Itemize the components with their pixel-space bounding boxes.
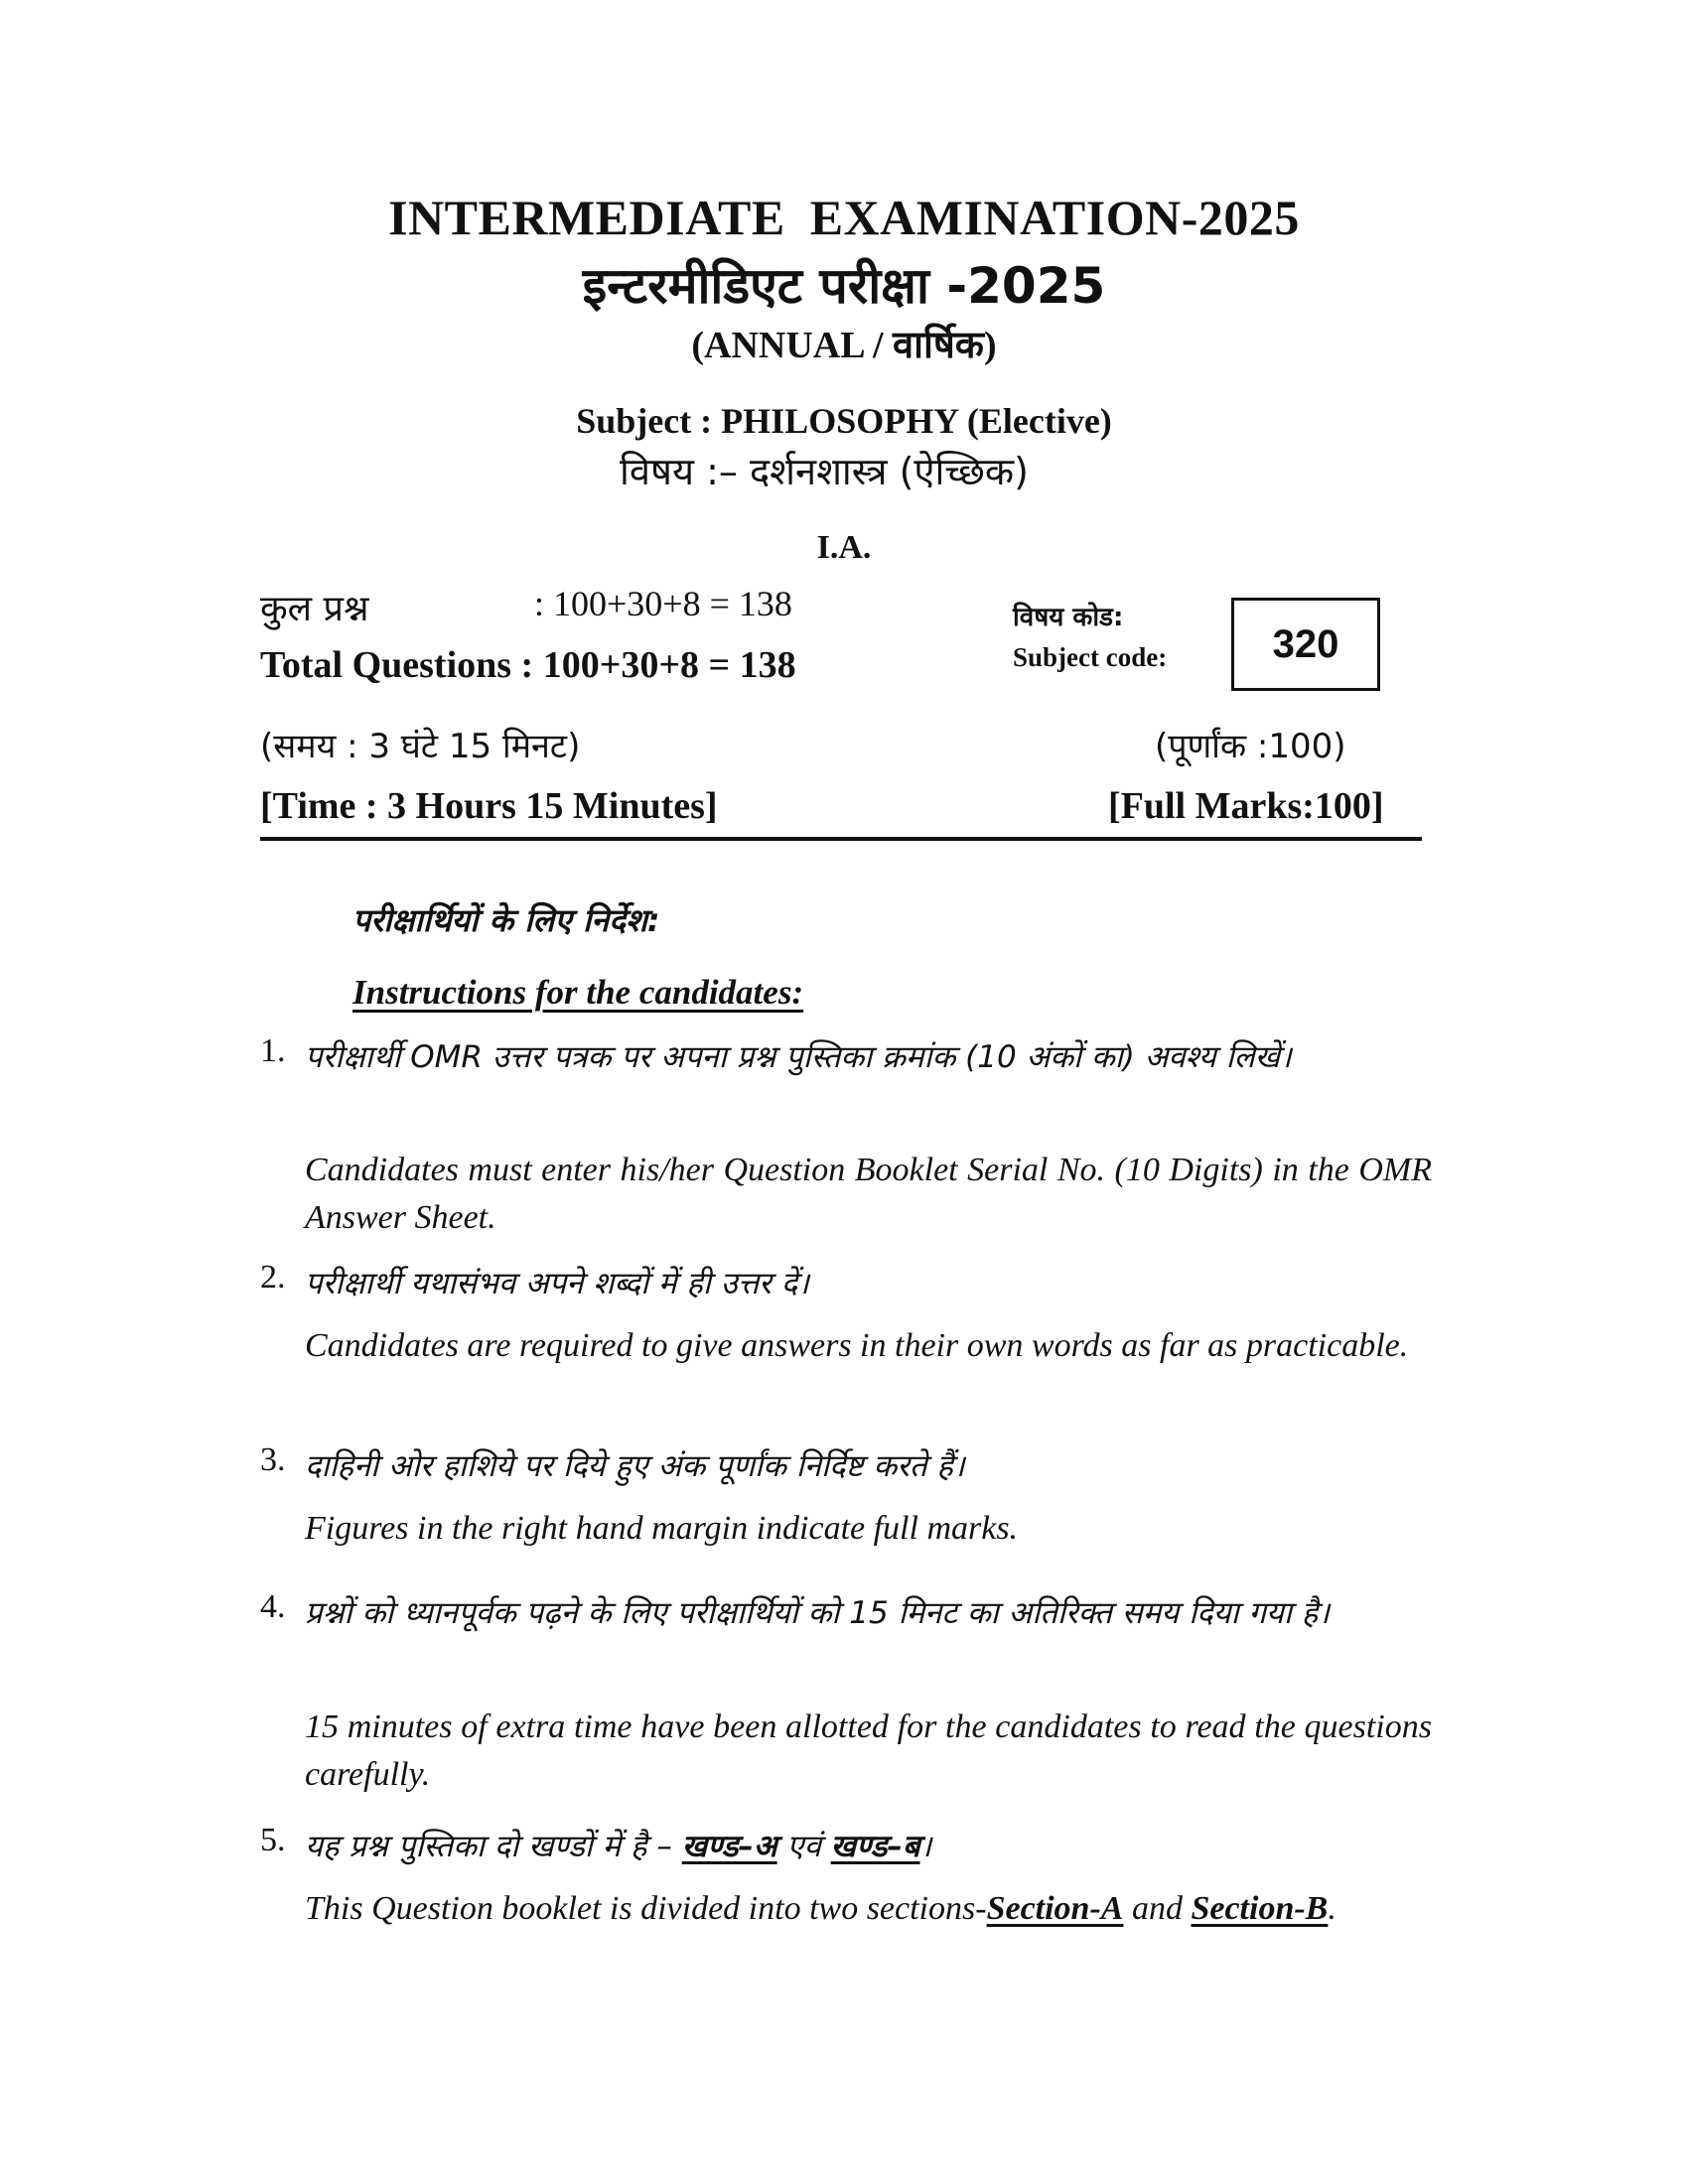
- instruction-5-english-prefix: This Question booklet is divided into two sections-: [305, 1890, 987, 1927]
- subject-code-value: 320: [1272, 621, 1339, 666]
- instructions-heading-english: Instructions for the candidates:: [352, 973, 804, 1012]
- instruction-number: 4.: [260, 1588, 286, 1625]
- total-questions-hindi-label: कुल प्रश्न: [260, 589, 369, 629]
- instruction-number: 3.: [260, 1441, 286, 1478]
- exam-title-hindi: इन्टरमीडिएट परीक्षा -2025: [582, 257, 1106, 315]
- subject-english: Subject : PHILOSOPHY (Elective): [576, 401, 1112, 441]
- subject-code-box: [1231, 598, 1380, 691]
- section-a-hindi: खण्ड–अ: [681, 1829, 777, 1864]
- class-label: I.A.: [816, 529, 872, 566]
- instruction-5-hindi-prefix: यह प्रश्न पुस्तिका दो खण्डों में है –: [305, 1829, 682, 1864]
- instruction-number: 2.: [260, 1259, 286, 1296]
- subject-code-hindi-label: विषय कोड:: [1013, 603, 1124, 632]
- instruction-number: 5.: [260, 1822, 286, 1858]
- instruction-text-hindi: परीक्षार्थी OMR उत्तर पत्रक पर अपना प्रश्न पुस्तिका क्रमांक (10 अंकों का) अवश्य लिखें।: [305, 1039, 1292, 1075]
- instruction-5-english-mid: and: [1123, 1890, 1192, 1927]
- instruction-text-english: [305, 1885, 1432, 1933]
- instruction-text-hindi: परीक्षार्थी यथासंभव अपने शब्दों में ही उत्तर दें।: [305, 1266, 809, 1301]
- instruction-text-english: Figures in the right hand margin indicate full marks.: [305, 1510, 1019, 1547]
- section-b-english: Section-B: [1191, 1890, 1329, 1927]
- full-marks-hindi: (पूर्णांक :100): [1155, 727, 1346, 766]
- instruction-text-hindi: दाहिनी ओर हाशिये पर दिये हुए अंक पूर्णांक निर्दिष्ट करते हैं।: [305, 1448, 965, 1484]
- instruction-5-english-suffix: .: [1328, 1890, 1336, 1927]
- instruction-text-hindi: [305, 1822, 1432, 1871]
- header-divider: [260, 837, 1422, 841]
- instruction-text-hindi: प्रश्नों को ध्यानपूर्वक पढ़ने के लिए परीक्षार्थियों को 15 मिनट का अतिरिक्त समय दिया गया है।: [305, 1595, 1330, 1631]
- total-questions-english: Total Questions : 100+30+8 = 138: [260, 644, 796, 686]
- full-marks-english: [Full Marks:100]: [1108, 785, 1384, 827]
- exam-title-english: INTERMEDIATE EXAMINATION-2025: [388, 190, 1300, 245]
- subject-hindi: विषय :– दर्शनशास्त्र (ऐच्छिक): [620, 450, 1029, 493]
- subject-code-english-label: Subject code:: [1013, 642, 1168, 672]
- instruction-text-english: Candidates must enter his/her Question Booklet Serial No. (10 Digits) in the OMR Answer Sheet.: [305, 1152, 1432, 1236]
- section-b-hindi: खण्ड–ब: [830, 1829, 920, 1864]
- instruction-text-english: Candidates are required to give answers in their own words as far as practicable.: [305, 1327, 1409, 1364]
- section-a-english: Section-A: [986, 1890, 1124, 1927]
- instruction-text-english: 15 minutes of extra time have been allotted for the candidates to read the questions carefully.: [305, 1708, 1432, 1793]
- instruction-number: 1.: [260, 1032, 286, 1069]
- exam-type-annual: (ANNUAL / वार्षिक): [691, 325, 997, 366]
- total-questions-hindi-value: : 100+30+8 = 138: [534, 584, 792, 623]
- instruction-5-hindi-mid: एवं: [776, 1829, 831, 1864]
- time-hindi: (समय : 3 घंटे 15 मिनट): [260, 727, 581, 766]
- instructions-heading-hindi: परीक्षार्थियों के लिए निर्देश:: [352, 901, 660, 939]
- instruction-5-hindi-suffix: ।: [919, 1829, 932, 1864]
- time-english: [Time : 3 Hours 15 Minutes]: [260, 785, 718, 827]
